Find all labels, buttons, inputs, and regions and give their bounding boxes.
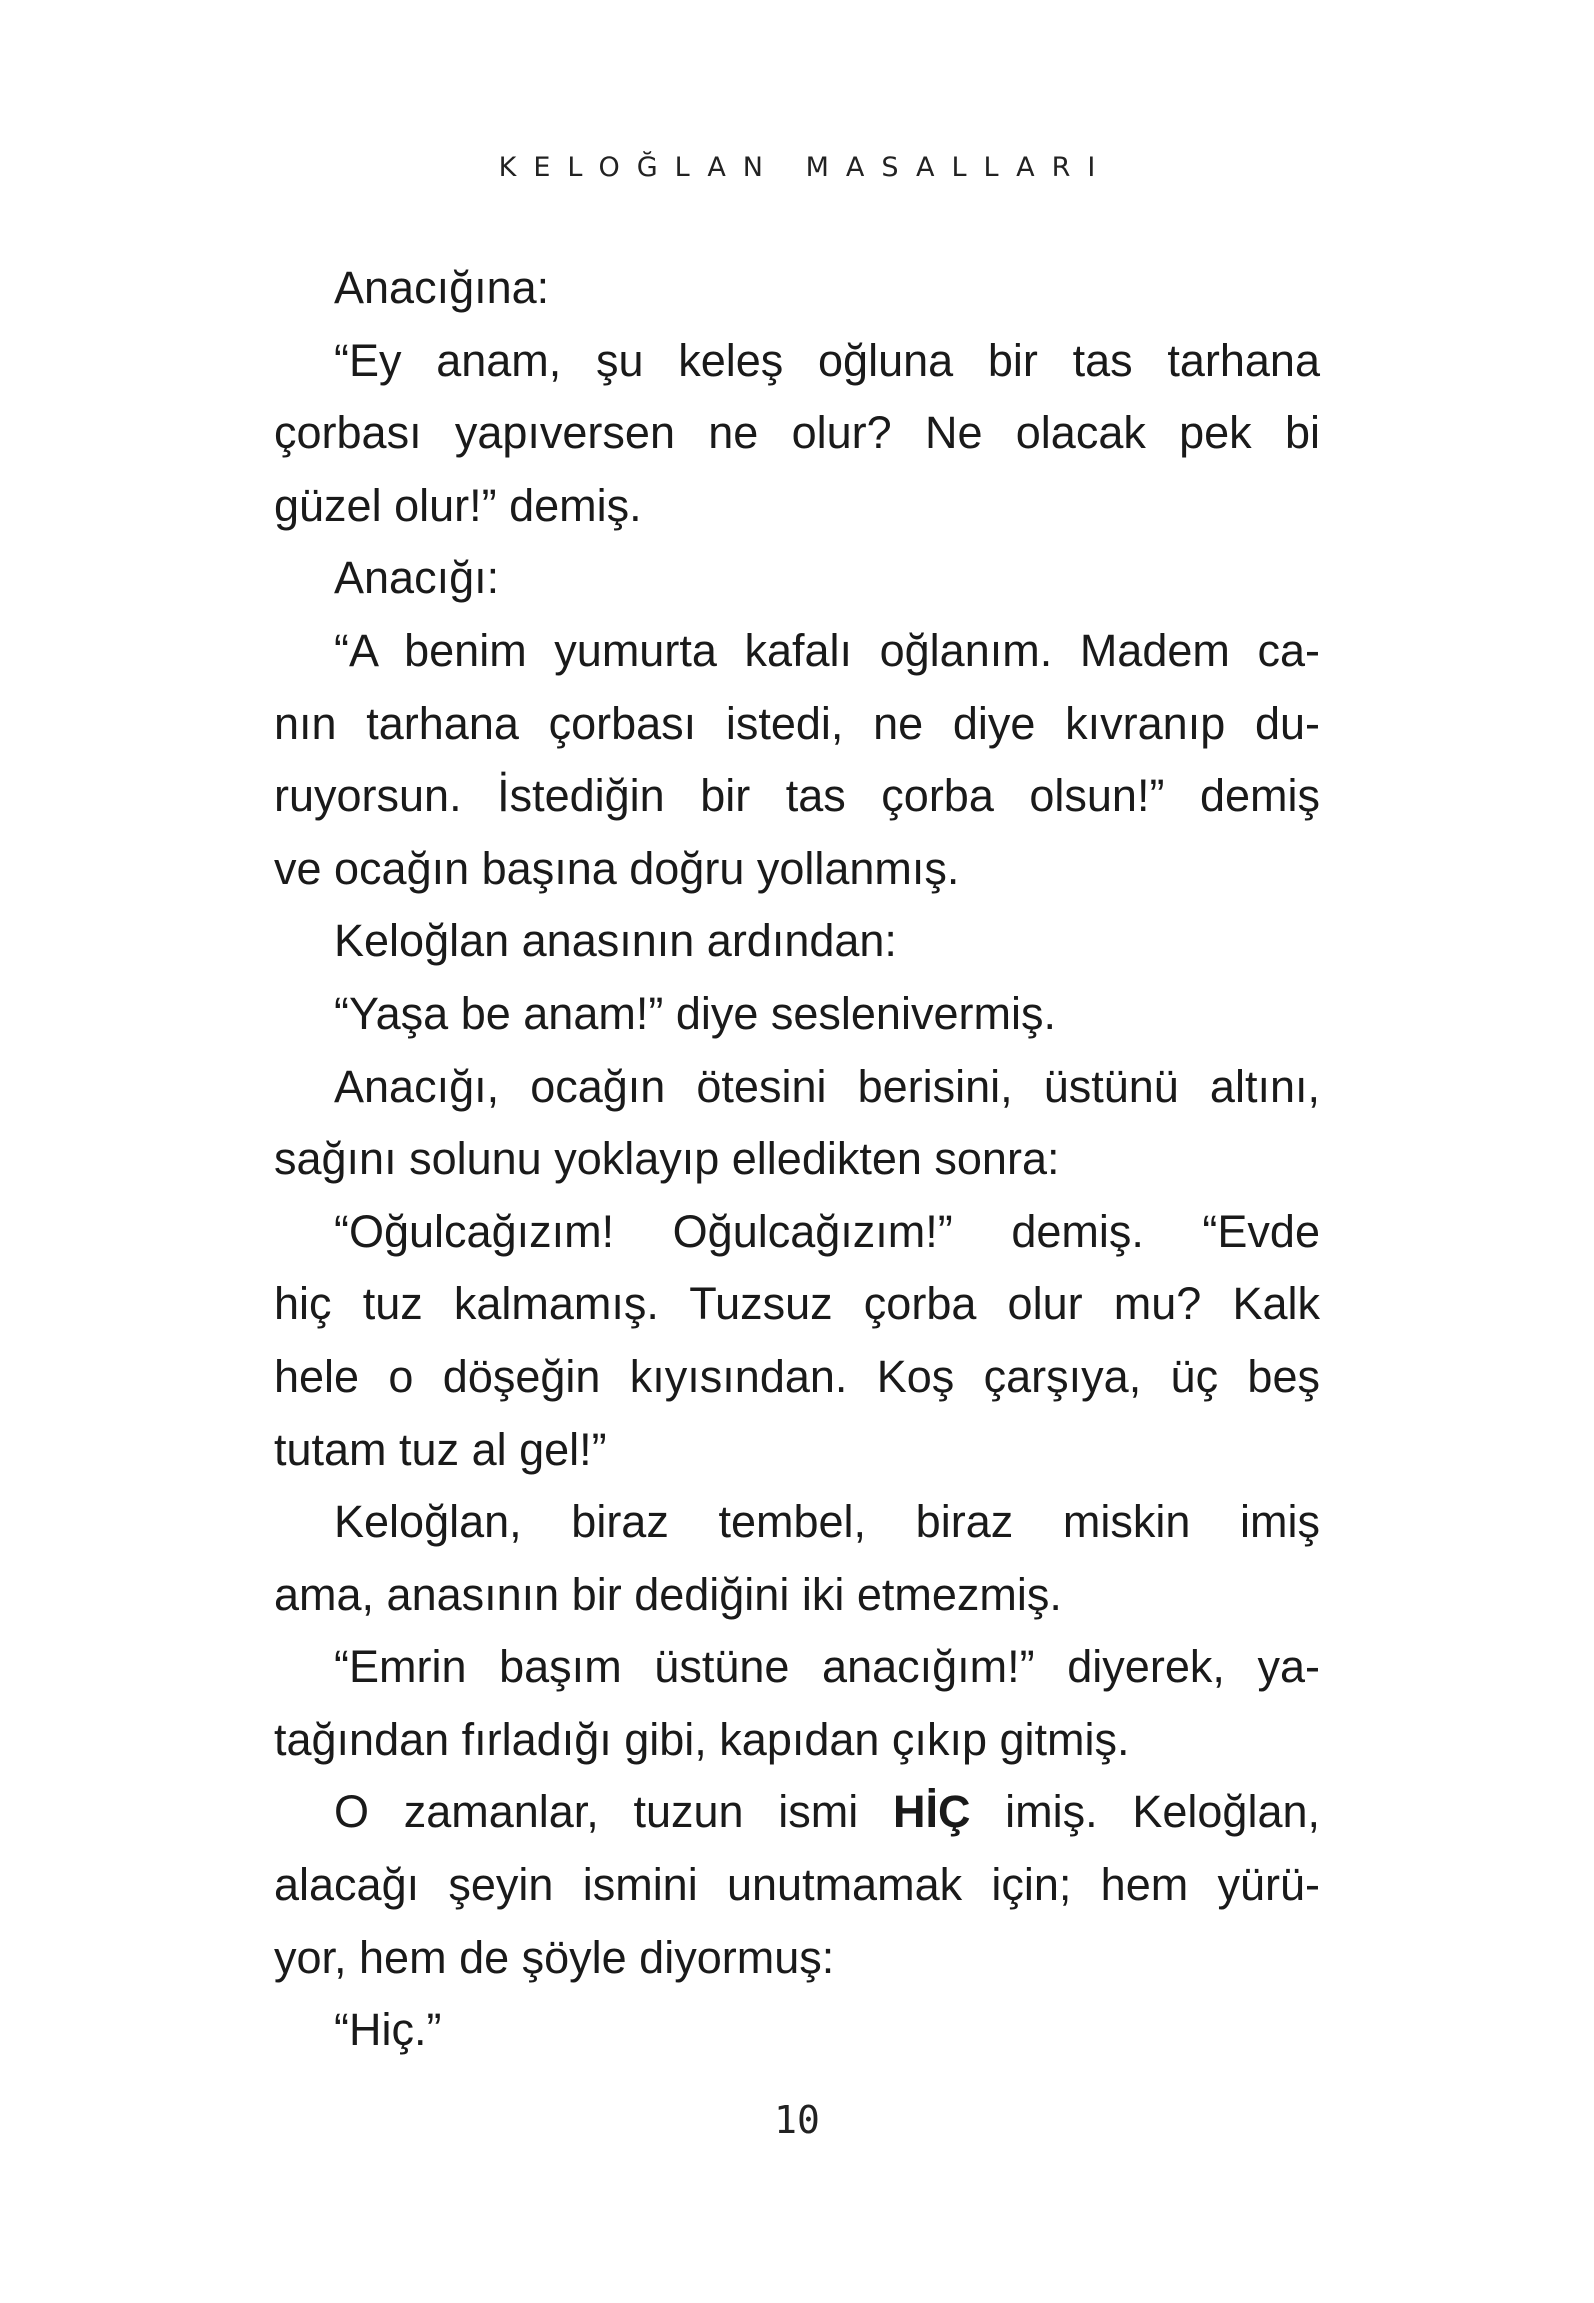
text-line: güzel olur!” demiş.: [274, 479, 642, 531]
text-line: yor, hem de şöyle diyormuş:: [274, 1931, 835, 1983]
paragraph: [274, 978, 1320, 1051]
text-line: ama, anasının bir dediğini iki etmezmiş.: [274, 1568, 1062, 1620]
text-line: “A benim yumurta kafalı oğlanım. Madem ca-: [334, 624, 1320, 676]
paragraph: [274, 1486, 1320, 1631]
text-line: Keloğlan anasının ardından:: [334, 915, 897, 967]
text-line: tutam tuz al gel!”: [274, 1423, 607, 1475]
paragraph: [274, 1631, 1320, 1776]
text-line: [274, 1776, 1320, 1849]
text-line: sağını solunu yoklayıp elledikten sonra:: [274, 1133, 1060, 1185]
text-line: hiç tuz kalmamış. Tuzsuz çorba olur mu? Kalk: [274, 1278, 1320, 1330]
paragraph: [274, 542, 1320, 615]
text-line: hele o döşeğin kıyısından. Koş çarşıya, üç beş: [274, 1350, 1320, 1402]
paragraph: [274, 1776, 1320, 1994]
text-line: alacağı şeyin ismini unutmamak için; hem yürü-: [274, 1859, 1320, 1911]
emphasized-word: HİÇ: [892, 1786, 971, 1838]
text-line: nın tarhana çorbası istedi, ne diye kıvranıp du-: [274, 697, 1320, 749]
paragraph: [274, 252, 1320, 325]
text-line: ruyorsun. İstediğin bir tas çorba olsun!” demiş: [274, 770, 1320, 822]
text-line: “Ey anam, şu keleş oğluna bir tas tarhana: [334, 334, 1320, 386]
paragraph: [274, 905, 1320, 978]
text-line: Anacığı, ocağın ötesini berisini, üstünü altını,: [334, 1060, 1320, 1112]
text-line: “Hiç.”: [334, 2004, 442, 2056]
text-fragment: O zamanlar, tuzun ismi: [334, 1786, 893, 1838]
body-text: [274, 252, 1320, 2067]
text-line: “Yaşa be anam!” diye seslenivermiş.: [334, 987, 1056, 1039]
text-line: Anacığı:: [334, 552, 500, 604]
text-line: Keloğlan, biraz tembel, biraz miskin imiş: [334, 1496, 1320, 1548]
paragraph: [274, 325, 1320, 543]
text-line: ve ocağın başına doğru yollanmış.: [274, 842, 960, 894]
text-line: Anacığına:: [334, 262, 550, 313]
paragraph: [274, 615, 1320, 905]
page-number: 10: [774, 2098, 820, 2142]
paragraph: [274, 1196, 1320, 1486]
text-line: çorbası yapıversen ne olur? Ne olacak pek bi: [274, 407, 1320, 459]
book-title: KELOĞLAN MASALLARI: [498, 152, 1113, 183]
paragraph: [274, 1051, 1320, 1196]
text-line: “Oğulcağızım! Oğulcağızım!” demiş. “Evde: [334, 1205, 1320, 1257]
running-header: [0, 152, 1594, 183]
paragraph: [274, 1994, 1320, 2067]
text-fragment: imiş. Keloğlan,: [970, 1786, 1320, 1838]
text-line: “Emrin başım üstüne anacığım!” diyerek, ya-: [334, 1641, 1320, 1693]
text-line: tağından fırladığı gibi, kapıdan çıkıp gitmiş.: [274, 1713, 1130, 1765]
